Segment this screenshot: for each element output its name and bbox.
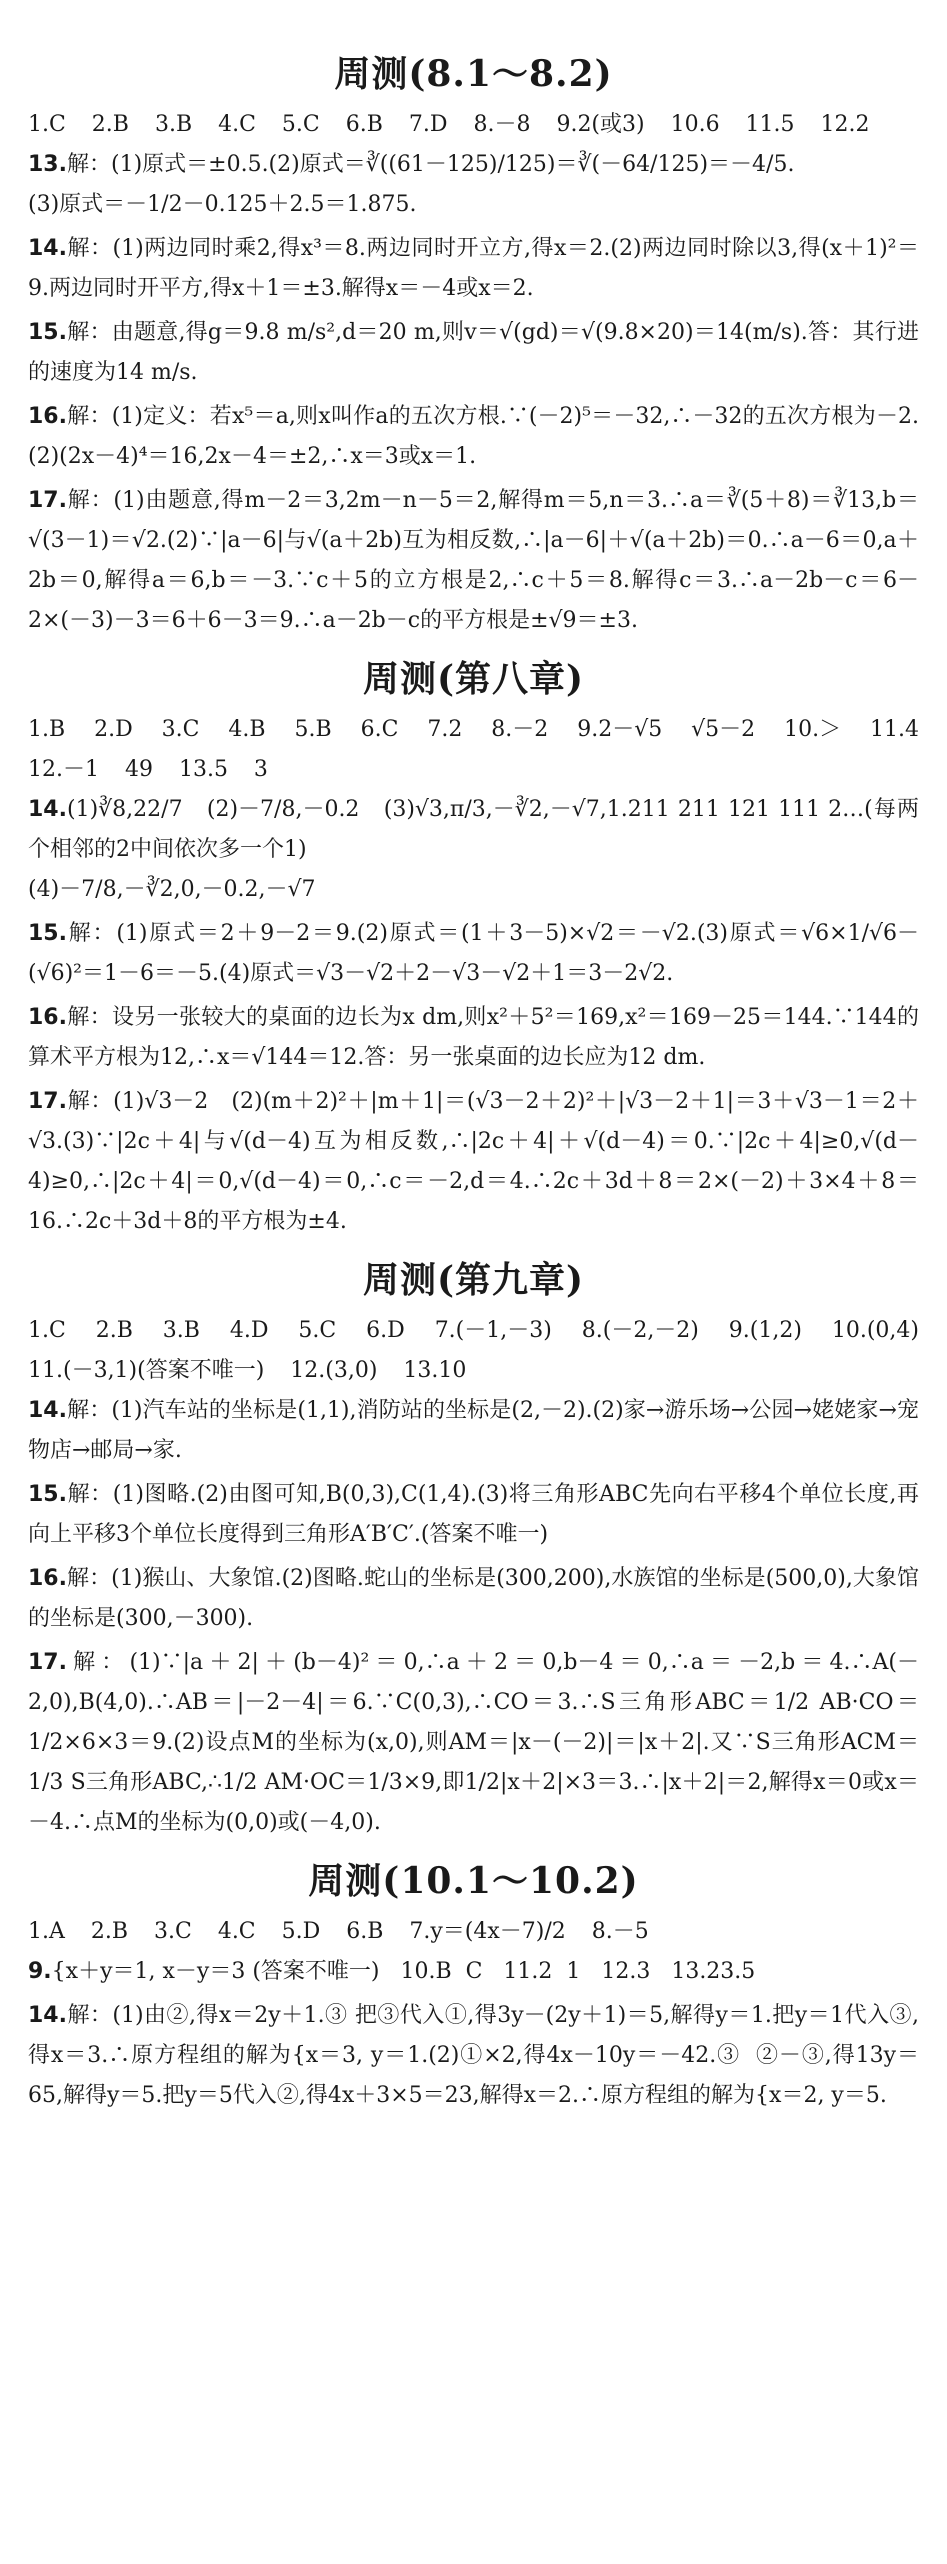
problem-number: 16.: [28, 1005, 67, 1030]
problem-text: 解：(1)定义：若x⁵＝a,则x叫作a的五次方根.∵(－2)⁵＝－32,∴－32的五次方根为－2.(2)(2x－4)⁴＝16,2x－4＝±2,∴x＝3或x＝1.: [28, 404, 919, 469]
section-1: [28, 46, 919, 641]
problem: [28, 1952, 919, 1992]
problem: [28, 145, 919, 225]
problem: [28, 1996, 919, 2116]
problem-number: 17.: [28, 1650, 67, 1675]
section-title: 周测(第九章): [362, 1259, 585, 1301]
problem-text: 解：(1)√3－2 (2)(m＋2)²＋|m＋1|＝(√3－2＋2)²＋|√3－2＋1|＝3＋√3－1＝2＋√3.(3)∵|2c＋4|与√(d－4)互为相反数,∴|2c＋4|＋√(d－4)＝0.∵|2c＋4|≥0,√(d－4)≥0,∴|2c＋4|＝0,√(d－4)＝0,∴c＝－2,d＝4.∴2c＋3d＋8＝2×(－2)＋3×4＋8＝16.∴2c＋3d＋8的平方根为±4.: [28, 1089, 919, 1234]
choice-answers: 1.C 2.B 3.B 4.C 5.C 6.B 7.D 8.－8 9.2(或3) 10.6 11.5 12.2: [28, 112, 870, 137]
problem-number: 17.: [28, 488, 67, 513]
problem-number: 16.: [28, 1566, 67, 1591]
problem: [28, 481, 919, 641]
section-title: 周测(10.1～10.2): [308, 1860, 639, 1902]
section-title: 周测(8.1～8.2): [334, 53, 613, 95]
section-3: [28, 1252, 945, 1843]
problem-text: 解：(1)由题意,得m－2＝3,2m－n－5＝2,解得m＝5,n＝3.∴a＝∛(5＋8)＝∛13,b＝√(3－1)＝√2.(2)∵|a－6|与√(a＋2b)互为相反数,∴|a－6|＋√(a＋2b)＝0.∴a－6＝0,a＋2b＝0,解得a＝6,b＝－3.∵c＋5的立方根是2,∴c＋5＝8.解得c＝3.∴a－2b－c＝6－2×(－3)－3＝6＋6－3＝9.∴a－2b－c的平方根是±√9＝±3.: [28, 488, 919, 633]
problem-number: 9.: [28, 1959, 52, 1984]
problem-number: 14.: [28, 236, 67, 261]
section-title: 周测(第八章): [362, 658, 585, 700]
choice-answers: 1.A 2.B 3.C 4.C 5.D 6.B 7.y＝(4x－7)/2 8.－5: [28, 1919, 649, 1944]
problem: [28, 790, 919, 910]
problem-number: 13.: [28, 152, 67, 177]
problem-number: 14.: [28, 1398, 67, 1423]
problem: [28, 229, 919, 309]
problem-text: 解：(1)汽车站的坐标是(1,1),消防站的坐标是(2,－2).(2)家→游乐场→公园→姥姥家→宠物店→邮局→家.: [28, 1398, 919, 1463]
problem-text: (1)∛8,22/7 (2)－7/8,－0.2 (3)√3,π/3,－∛2,－√7,1.211 211 121 111 2…(每两个相邻的2中间依次多一个1) (4)－7/8,－∛2,0,－0.2,－√7: [28, 797, 919, 902]
problem: [28, 1391, 919, 1471]
problem-number: 14.: [28, 797, 67, 822]
section-4: [28, 1853, 919, 2116]
problem: [28, 1082, 919, 1242]
problem-text: 解：(1)∵|a＋2|＋(b－4)²＝0,∴a＋2＝0,b－4＝0,∴a＝－2,b＝4.∴A(－2,0),B(4,0).∴AB＝|－2－4|＝6.∵C(0,3),∴CO＝3.∴S三角形ABC＝1/2 AB·CO＝1/2×6×3＝9.(2)设点M的坐标为(x,0),则AM＝|x－(－2)|＝|x＋2|.又∵S三角形ACM＝1/3 S三角形ABC,∴1/2 AM·OC＝1/3×9,即1/2|x＋2|×3＝3.∴|x＋2|＝2,解得x＝0或x＝－4.∴点M的坐标为(0,0)或(－4,0).: [28, 1650, 919, 1835]
problem-number: 15.: [28, 1482, 67, 1507]
problem: [28, 914, 919, 994]
problem: [28, 998, 919, 1078]
problem: [28, 397, 919, 477]
problem-text: 解：(1)原式＝±0.5.(2)原式＝∛((61－125)/125)＝∛(－64/125)＝－4/5. (3)原式＝－1/2－0.125＋2.5＝1.875.: [28, 152, 795, 217]
problem-text: 解：(1)猴山、大象馆.(2)图略.蛇山的坐标是(300,200),水族馆的坐标是(500,0),大象馆的坐标是(300,－300).: [28, 1566, 919, 1631]
problem-text: 解：设另一张较大的桌面的边长为x dm,则x²＋5²＝169,x²＝169－25＝144.∵144的算术平方根为12,∴x＝√144＝12.答：另一张桌面的边长应为12 dm.: [28, 1005, 919, 1070]
problem-number: 15.: [28, 921, 67, 946]
problem: [28, 1475, 919, 1555]
problem: [28, 1559, 919, 1639]
problem-text: 解：(1)由②,得x＝2y＋1.③ 把③代入①,得3y－(2y＋1)＝5,解得y＝1.把y＝1代入③,得x＝3.∴原方程组的解为{x＝3, y＝1.(2)①×2,得4x－10y＝－42.③ ②－③,得13y＝65,解得y＝5.把y＝5代入②,得4x＋3×5＝23,解得x＝2.∴原方程组的解为{x＝2, y＝5.: [28, 2003, 919, 2108]
problem-text: 解：(1)原式＝2＋9－2＝9.(2)原式＝(1＋3－5)×√2＝－√2.(3)原式＝√6×1/√6－(√6)²＝1－6＝－5.(4)原式＝√3－√2＋2－√3－√2＋1＝3－2√2.: [28, 921, 919, 986]
problem: [28, 1643, 919, 1843]
choice-answers: 1.B 2.D 3.C 4.B 5.B 6.C 7.2 8.－2 9.2－√5 √5－2 10.＞ 11.4 12.－1 49 13.5 3: [28, 717, 945, 782]
problem-number: 16.: [28, 404, 67, 429]
choice-answers: 1.C 2.B 3.B 4.D 5.C 6.D 7.(－1,－3) 8.(－2,－2) 9.(1,2) 10.(0,4) 11.(－3,1)(答案不唯一) 12.(3,0) 13.10: [28, 1318, 945, 1383]
problem-number: 17.: [28, 1089, 67, 1114]
problem-text: 解：(1)图略.(2)由图可知,B(0,3),C(1,4).(3)将三角形ABC先向右平移4个单位长度,再向上平移3个单位长度得到三角形A′B′C′.(答案不唯一): [28, 1482, 919, 1547]
section-2: [28, 651, 945, 1242]
problem-number: 14.: [28, 2003, 67, 2028]
problem-text: {x＋y＝1, x－y＝3 (答案不唯一) 10.B C 11.2 1 12.3 13.23.5: [51, 1959, 756, 1984]
problem-text: 解：由题意,得g＝9.8 m/s²,d＝20 m,则v＝√(gd)＝√(9.8×20)＝14(m/s).答：其行进的速度为14 m/s.: [28, 320, 919, 385]
problem-text: 解：(1)两边同时乘2,得x³＝8.两边同时开立方,得x＝2.(2)两边同时除以3,得(x＋1)²＝9.两边同时开平方,得x＋1＝±3.解得x＝－4或x＝2.: [28, 236, 919, 301]
problem: [28, 313, 919, 393]
problem-number: 15.: [28, 320, 67, 345]
